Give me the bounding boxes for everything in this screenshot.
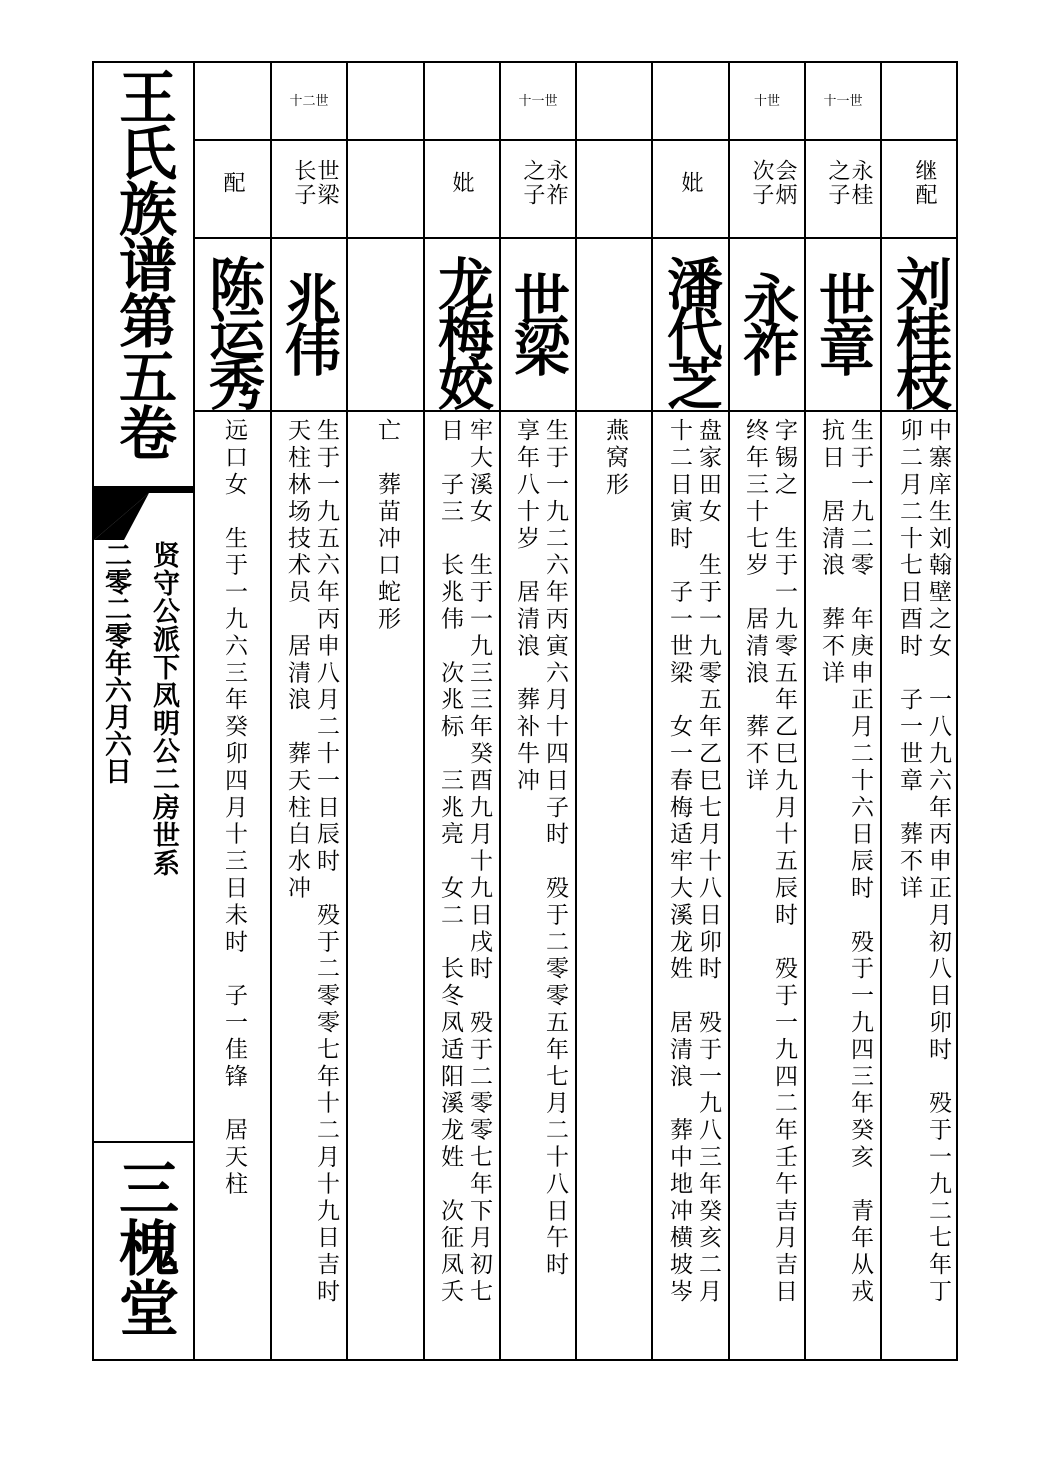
- person-name: 永祚: [734, 271, 800, 371]
- lineage-subtitle: 贤守公派下凤明公二房世系: [148, 541, 179, 877]
- person-column: [348, 63, 423, 1359]
- sidebar: [94, 63, 194, 1359]
- black-banner: [94, 488, 194, 540]
- biography: 字锡之 生于一九零五年乙巳九月十五辰时 殁于一九四二年壬午吉月吉日 终年三十七岁 居清浪 葬不详: [742, 418, 797, 1306]
- relation-label: 永祚 之子: [519, 159, 568, 207]
- relation-label: 世梁 长子: [290, 159, 339, 207]
- person-name: 陈运秀: [200, 255, 266, 405]
- generation-label: 十一世: [518, 94, 558, 109]
- relation-label: 永桂 之子: [824, 159, 873, 207]
- relation-label: 妣: [449, 171, 474, 195]
- biography: 燕窝形: [602, 418, 628, 499]
- publication-date: 二零二零年六月六日: [100, 541, 131, 784]
- person-column: [501, 63, 575, 1359]
- relation-label: 配: [220, 171, 245, 195]
- person-name: 兆伟: [276, 271, 342, 371]
- generation-label: 十世: [753, 94, 780, 109]
- biography: 中寨庠生刘翰壁之女 一八九六年丙申正月初八日卯时 殁于一九二七年丁 卯二月二十七日酉时 子一世章 葬不详: [896, 418, 951, 1306]
- person-column: [577, 63, 651, 1359]
- person-column: [195, 63, 270, 1359]
- person-column: [653, 63, 728, 1359]
- relation-label: 继配: [912, 159, 937, 207]
- person-name: 世梁: [505, 271, 571, 371]
- person-column: [272, 63, 346, 1359]
- generation-label: 十一世: [823, 94, 863, 109]
- person-name: 潘代芝: [658, 255, 724, 405]
- person-name: 龙梅姣: [429, 255, 495, 405]
- biography: 盘家田女 生于一九零五年乙巳七月十八日卯时 殁于一九八三年癸亥二月 十二日寅时 子一世梁 女一春梅适牢大溪龙姓 居清浪 葬中地冲横坡岑: [666, 418, 721, 1306]
- biography: 生于一九二六年丙寅六月十四日子时 殁于二零零五年七月二十八日午时 享年八十岁 居清浪 葬补牛冲: [513, 418, 568, 1279]
- hall-name: 三槐堂: [109, 1157, 179, 1337]
- person-column: [425, 63, 499, 1359]
- relation-label: 妣: [678, 171, 703, 195]
- biography: 生于一九二零 年庚申正月二十六日辰时 殁于一九四三年癸亥 青年从戎 抗日 居清浪 葬不详: [818, 418, 873, 1306]
- book-title: 王氏族谱第五卷: [109, 67, 177, 459]
- biography: 亡 葬苗冲口蛇形: [374, 418, 400, 634]
- generation-label: 十二世: [289, 94, 329, 109]
- biography: 牢大溪女 生于一九三三年癸酉九月十九日戌时 殁于二零零七年下月初七 日 子三 长兆伟 次兆标 三兆亮 女二 长冬凤适阳溪龙姓 次征凤夭: [437, 418, 492, 1306]
- genealogy-page: [92, 61, 958, 1361]
- person-column: [882, 63, 958, 1359]
- biography: 生于一九五六年丙申八月二十一日辰时 殁于二零零七年十二月十九日吉时 天柱林场技术员 居清浪 葬天柱白水冲: [284, 418, 339, 1306]
- person-column: [806, 63, 880, 1359]
- biography: 远口女 生于一九六三年癸卯四月十三日未时 子一佳锋 居天柱: [221, 418, 247, 1199]
- relation-label: 会炳 次子: [748, 159, 797, 207]
- person-name: 刘桂枝: [887, 255, 953, 405]
- person-name: 世章: [810, 271, 876, 371]
- person-column: [730, 63, 804, 1359]
- sidebar-divider-bottom: [94, 1141, 194, 1143]
